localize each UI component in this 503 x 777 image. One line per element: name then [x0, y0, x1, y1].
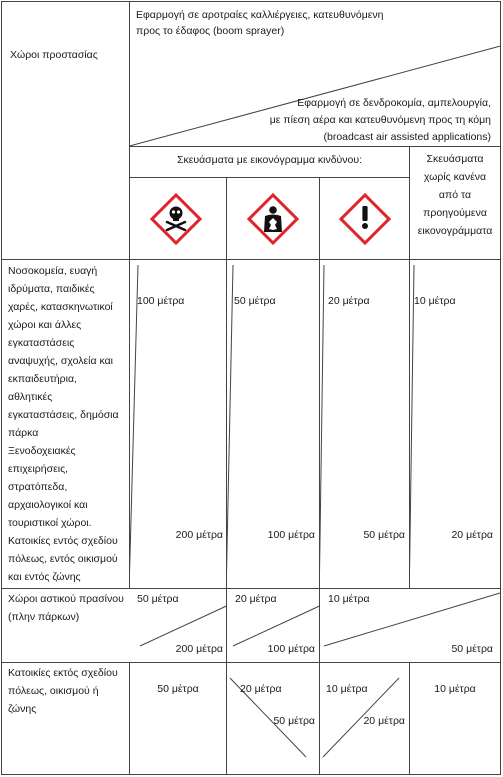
row-label-urban-green	[8, 590, 128, 626]
row-label-line: πόλεως, οικισμού ή	[8, 685, 99, 697]
distance-value: 50 μέτρα	[451, 643, 493, 655]
skull-crossbones-hazard-icon	[152, 195, 200, 243]
protection-areas-header: Χώροι προστασίας	[10, 49, 98, 61]
distance-value: 10 μέτρα	[414, 295, 456, 307]
no-pictogram-line: προηγούμενα	[423, 207, 487, 219]
distance-value: 100 μέτρα	[267, 529, 315, 541]
broadcast-title-line1: Εφαρμογή σε δενδροκομία, αμπελουργία,	[297, 97, 491, 109]
row-label-line: εγκαταστάσεις	[8, 337, 75, 349]
row-label-line: πόλεως, εντός οικισμού	[8, 553, 118, 565]
row-label-line: χώροι και άλλες	[8, 319, 82, 331]
no-pictogram-line: εικονογράμματα	[417, 225, 493, 237]
row-label-line: αρχαιολογικοί και	[8, 499, 88, 511]
distance-value: 200 μέτρα	[175, 529, 223, 541]
distance-value: 50 μέτρα	[137, 593, 179, 605]
boom-sprayer-title-line1: Εφαρμογή σε αροτραίες καλλιέργειες, κατευθυνόμενη	[136, 9, 384, 21]
row-label-line: Κατοικίες εντός σχεδίου	[8, 535, 118, 547]
row-label-line: αναψυχής, σχολεία και	[8, 355, 113, 367]
distance-value: 50 μέτρα	[273, 715, 315, 727]
distance-value: 20 μέτρα	[235, 593, 277, 605]
no-pictogram-header	[410, 150, 500, 240]
row-label-line: (πλην πάρκων)	[8, 611, 80, 623]
broadcast-title-line2: με πίεση αέρα και κατευθυνόμενη προς τη κόμη	[269, 114, 491, 126]
distance-value: 50 μέτρα	[157, 683, 199, 695]
pictogram-group-header: Σκευάσματα με εικονόγραμμα κινδύνου:	[176, 154, 363, 166]
row-label-line: χαρές, κατασκηνωτικοί	[8, 301, 113, 313]
distance-value: 20 μέτρα	[240, 683, 282, 695]
row-label-outside-plan	[8, 664, 128, 718]
row-label-line: εκπαιδευτήρια,	[8, 373, 77, 385]
boom-sprayer-title-line2: προς το έδαφος (boom sprayer)	[136, 25, 285, 37]
row-label-line: στρατόπεδα,	[8, 481, 68, 493]
row-label-line: Ξενοδοχειακές	[8, 445, 76, 457]
row-label-line: επιχειρήσεις,	[8, 463, 69, 475]
distance-value: 20 μέτρα	[451, 529, 493, 541]
distance-value: 200 μέτρα	[175, 643, 223, 655]
row-label-sensitive-areas	[8, 262, 128, 586]
row-label-line: ζώνης	[8, 703, 37, 715]
row-label-line: ιδρύματα, παιδικές	[8, 283, 95, 295]
distance-value: 10 μέτρα	[326, 683, 368, 695]
distance-value: 100 μέτρα	[137, 295, 185, 307]
row-label-line: τουριστικοί χώροι.	[8, 517, 92, 529]
distance-value: 100 μέτρα	[267, 643, 315, 655]
broadcast-title-line3: (broadcast air assisted applications)	[323, 131, 491, 143]
distance-value: 50 μέτρα	[363, 529, 405, 541]
exclamation-hazard-icon	[341, 195, 389, 243]
row-label-line: Κατοικίες εκτός σχεδίου	[8, 667, 118, 679]
row-label-line: Χώροι αστικού πρασίνου	[8, 593, 124, 605]
row-label-line: Νοσοκομεία, ευαγή	[8, 265, 98, 277]
no-pictogram-line: Σκευάσματα	[426, 153, 484, 165]
distance-value: 10 μέτρα	[434, 683, 476, 695]
no-pictogram-line: από τα	[438, 189, 472, 201]
distance-value: 10 μέτρα	[328, 593, 370, 605]
distance-value: 20 μέτρα	[363, 715, 405, 727]
distance-value: 50 μέτρα	[234, 295, 276, 307]
distance-value: 20 μέτρα	[328, 295, 370, 307]
row-label-line: αθλητικές	[8, 391, 53, 403]
row-label-line: εγκαταστάσεις, δημόσια	[8, 409, 119, 421]
no-pictogram-line: χωρίς κανένα	[423, 171, 487, 183]
row-label-line: πάρκα	[8, 427, 39, 439]
health-hazard-icon	[249, 195, 297, 243]
row-label-line: και εντός ζώνης	[8, 571, 81, 583]
